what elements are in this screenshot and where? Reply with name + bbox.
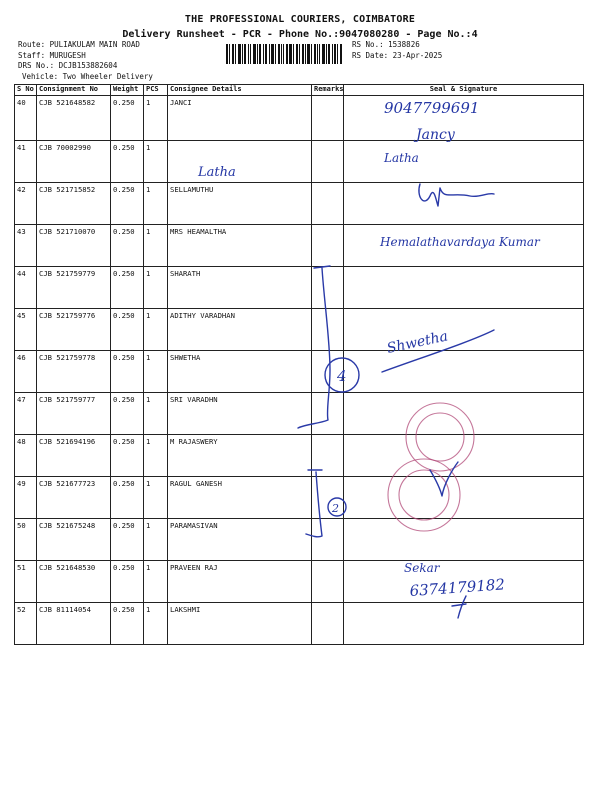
col-header-consignment: Consignment No bbox=[37, 85, 111, 96]
cell-consignment-no: CJB 521694196 bbox=[37, 435, 111, 477]
cell-sno: 46 bbox=[15, 351, 37, 393]
cell-remarks bbox=[312, 351, 344, 393]
cell-remarks bbox=[312, 267, 344, 309]
cell-sno: 41 bbox=[15, 141, 37, 183]
cell-consignment-no: CJB 521648530 bbox=[37, 561, 111, 603]
cell-signature bbox=[344, 267, 584, 309]
runsheet-info-right bbox=[352, 40, 442, 61]
cell-consignment-no: CJB 521648582 bbox=[37, 96, 111, 141]
cell-consignee: MRS HEAMALTHA bbox=[168, 225, 312, 267]
cell-signature bbox=[344, 561, 584, 603]
handwritten-signature-43: Hemalathavardaya Kumar bbox=[380, 235, 540, 249]
cell-sno: 49 bbox=[15, 477, 37, 519]
handwritten-signature-46: Shwetha bbox=[385, 328, 450, 357]
cell-pcs: 1 bbox=[144, 351, 168, 393]
cell-weight: 0.250 bbox=[111, 477, 144, 519]
table-row bbox=[15, 141, 584, 183]
table-row bbox=[15, 519, 584, 561]
handwritten-mark-50: 2 bbox=[332, 502, 339, 515]
cell-weight: 0.250 bbox=[111, 225, 144, 267]
col-header-pcs: PCS bbox=[144, 85, 168, 96]
table-row bbox=[15, 183, 584, 225]
cell-consignment-no: CJB 521759778 bbox=[37, 351, 111, 393]
cell-consignee: JANCI bbox=[168, 96, 312, 141]
cell-remarks bbox=[312, 183, 344, 225]
cell-consignment-no: CJB 81114054 bbox=[37, 603, 111, 645]
cell-consignee: RAGUL GANESH bbox=[168, 477, 312, 519]
cell-sno: 48 bbox=[15, 435, 37, 477]
table-row bbox=[15, 267, 584, 309]
cell-remarks bbox=[312, 393, 344, 435]
handwritten-signature-40: Jancy bbox=[416, 127, 455, 143]
runsheet-info-left bbox=[18, 40, 140, 72]
col-header-signature: Seal & Signature bbox=[344, 85, 584, 96]
cell-signature bbox=[344, 309, 584, 351]
table-row bbox=[15, 351, 584, 393]
cell-consignee: LAKSHMI bbox=[168, 603, 312, 645]
cell-pcs: 1 bbox=[144, 519, 168, 561]
cell-pcs: 1 bbox=[144, 96, 168, 141]
cell-pcs: 1 bbox=[144, 477, 168, 519]
cell-pcs: 1 bbox=[144, 225, 168, 267]
cell-sno: 44 bbox=[15, 267, 37, 309]
runsheet-subtitle: Delivery Runsheet - PCR - Phone No.:9047080280 - Page No.:4 bbox=[122, 29, 478, 40]
cell-remarks bbox=[312, 141, 344, 183]
cell-consignee: SRI VARADHN bbox=[168, 393, 312, 435]
cell-pcs: 1 bbox=[144, 603, 168, 645]
cell-consignee: M RAJASWERY bbox=[168, 435, 312, 477]
runsheet-table bbox=[14, 84, 584, 645]
cell-consignee: SHWETHA bbox=[168, 351, 312, 393]
cell-weight: 0.250 bbox=[111, 435, 144, 477]
cell-pcs: 1 bbox=[144, 393, 168, 435]
cell-signature bbox=[344, 603, 584, 645]
cell-consignment-no: CJB 521759779 bbox=[37, 267, 111, 309]
cell-consignee bbox=[168, 141, 312, 183]
cell-pcs: 1 bbox=[144, 141, 168, 183]
cell-consignment-no: CJB 521759777 bbox=[37, 393, 111, 435]
table-row bbox=[15, 477, 584, 519]
cell-signature bbox=[344, 183, 584, 225]
cell-weight: 0.250 bbox=[111, 603, 144, 645]
handwritten-mark-46: 4 bbox=[337, 367, 347, 385]
table-row bbox=[15, 309, 584, 351]
table-row bbox=[15, 435, 584, 477]
cell-consignee: PRAVEEN RAJ bbox=[168, 561, 312, 603]
cell-consignee: PARAMASIVAN bbox=[168, 519, 312, 561]
table-header-row bbox=[15, 85, 584, 96]
cell-weight: 0.250 bbox=[111, 96, 144, 141]
cell-weight: 0.250 bbox=[111, 351, 144, 393]
cell-signature bbox=[344, 141, 584, 183]
vehicle-text: Vehicle: Two Wheeler Delivery bbox=[22, 72, 153, 81]
cell-signature bbox=[344, 393, 584, 435]
cell-signature bbox=[344, 477, 584, 519]
runsheet-table-wrapper bbox=[14, 84, 584, 616]
cell-consignment-no: CJB 521759776 bbox=[37, 309, 111, 351]
col-header-remarks: Remarks bbox=[312, 85, 344, 96]
cell-pcs: 1 bbox=[144, 267, 168, 309]
cell-sno: 51 bbox=[15, 561, 37, 603]
cell-remarks bbox=[312, 477, 344, 519]
cell-remarks bbox=[312, 225, 344, 267]
cell-sno: 47 bbox=[15, 393, 37, 435]
cell-weight: 0.250 bbox=[111, 309, 144, 351]
table-row bbox=[15, 96, 584, 141]
staff-text: Staff: MURUGESH bbox=[18, 50, 86, 60]
cell-sno: 45 bbox=[15, 309, 37, 351]
table-row bbox=[15, 225, 584, 267]
cell-sno: 50 bbox=[15, 519, 37, 561]
cell-pcs: 1 bbox=[144, 435, 168, 477]
cell-weight: 0.250 bbox=[111, 267, 144, 309]
cell-weight: 0.250 bbox=[111, 141, 144, 183]
cell-weight: 0.250 bbox=[111, 393, 144, 435]
cell-signature bbox=[344, 96, 584, 141]
col-header-consignee: Consignee Details bbox=[168, 85, 312, 96]
cell-signature bbox=[344, 225, 584, 267]
cell-sno: 42 bbox=[15, 183, 37, 225]
rs-number: RS No.: 1538826 bbox=[352, 40, 420, 49]
handwritten-name-41: Latha bbox=[198, 165, 236, 180]
cell-signature bbox=[344, 519, 584, 561]
table-row bbox=[15, 603, 584, 645]
cell-consignment-no: CJB 521677723 bbox=[37, 477, 111, 519]
col-header-weight: Weight bbox=[111, 85, 144, 96]
cell-remarks bbox=[312, 519, 344, 561]
cell-consignee: SELLAMUTHU bbox=[168, 183, 312, 225]
cell-remarks bbox=[312, 561, 344, 603]
cell-consignee: SHARATH bbox=[168, 267, 312, 309]
cell-consignment-no: CJB 521710070 bbox=[37, 225, 111, 267]
handwritten-phone-52: 6374179182 bbox=[409, 575, 506, 600]
table-row bbox=[15, 393, 584, 435]
cell-consignee: ADITHY VARADHAN bbox=[168, 309, 312, 351]
cell-pcs: 1 bbox=[144, 561, 168, 603]
cell-remarks bbox=[312, 435, 344, 477]
cell-signature bbox=[344, 435, 584, 477]
cell-weight: 0.250 bbox=[111, 519, 144, 561]
cell-pcs: 1 bbox=[144, 309, 168, 351]
cell-consignment-no: CJB 70002990 bbox=[37, 141, 111, 183]
company-title: THE PROFESSIONAL COURIERS, COIMBATORE bbox=[184, 14, 416, 25]
table-body bbox=[15, 96, 584, 645]
cell-pcs: 1 bbox=[144, 183, 168, 225]
cell-remarks bbox=[312, 309, 344, 351]
drs-number: DRS No.: DCJB153882604 bbox=[18, 61, 118, 70]
cell-sno: 43 bbox=[15, 225, 37, 267]
col-header-sno: S No bbox=[15, 85, 37, 96]
table-row bbox=[15, 561, 584, 603]
rs-date: RS Date: 23-Apr-2025 bbox=[352, 50, 443, 60]
cell-weight: 0.250 bbox=[111, 183, 144, 225]
cell-remarks bbox=[312, 96, 344, 141]
cell-consignment-no: CJB 521715852 bbox=[37, 183, 111, 225]
route-text: Route: PULIAKULAM MAIN ROAD bbox=[18, 40, 140, 49]
cell-sno: 40 bbox=[15, 96, 37, 141]
handwritten-signature-52: Sekar bbox=[404, 561, 440, 575]
cell-weight: 0.250 bbox=[111, 561, 144, 603]
handwritten-signature-41: Latha bbox=[384, 151, 419, 165]
cell-signature bbox=[344, 351, 584, 393]
cell-sno: 52 bbox=[15, 603, 37, 645]
handwritten-phone-40: 9047799691 bbox=[384, 99, 480, 117]
cell-remarks bbox=[312, 603, 344, 645]
barcode-image bbox=[226, 44, 342, 64]
cell-consignment-no: CJB 521675248 bbox=[37, 519, 111, 561]
